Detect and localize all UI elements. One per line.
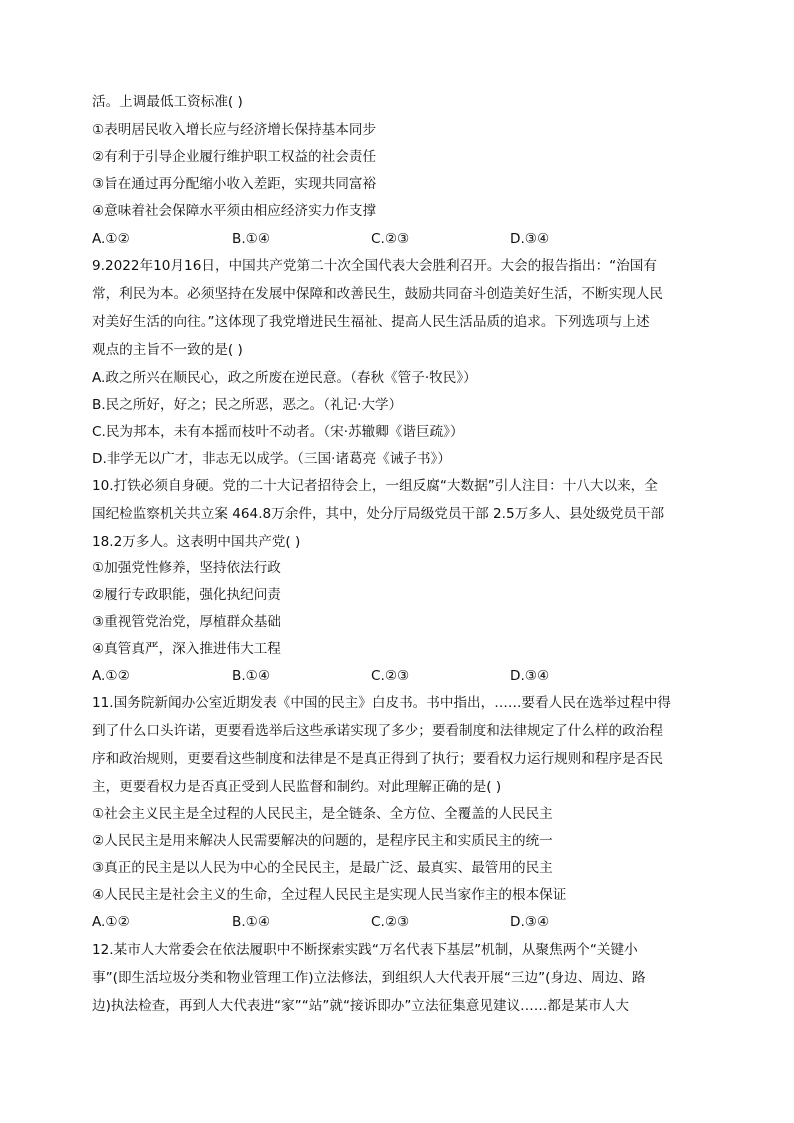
- q8-option-d: D.③④: [510, 231, 550, 247]
- q9-stem-line-1: 9.2022年10月16日，中国共产党第二十次全国代表大会胜利召开。大会的报告指出：“治国有: [92, 258, 657, 274]
- q10-option-a: A.①②: [92, 668, 130, 684]
- q8-item-4: ④意味着社会保障水平须由相应经济实力作支撑: [92, 203, 377, 219]
- q10-option-b: B.①④: [232, 668, 271, 684]
- q10-options: [92, 666, 712, 686]
- q10-stem-line-2: 国纪检监察机关共立案 464.8万余件，其中，处分厅局级党员干部 2.5万多人、县处级党员干部: [92, 506, 665, 522]
- q11-stem-line-3: 序和政治规则，更要看这些制度和法律是不是真正得到了执行；要看权力运行规则和程序是否民: [92, 751, 663, 767]
- q10-option-c: C.②③: [371, 668, 410, 684]
- q9-choice-c: C.民为邦本，未有本摇而枝叶不动者。（宋·苏辙卿《谐巨疏》）: [92, 424, 464, 440]
- q10-item-4: ④真管真严，深入推进伟大工程: [92, 641, 281, 657]
- q9-choice-b: B.民之所好，好之；民之所恶，恶之。（礼记·大学）: [92, 397, 403, 413]
- q11-item-4: ④人民民主是社会主义的生命，全过程人民民主是实现人民当家作主的根本保证: [92, 887, 567, 903]
- q11-option-d: D.③④: [510, 914, 550, 930]
- q12-stem-line-2: 事”(即生活垃圾分类和物业管理工作)立法修法，到组织人大代表开展“三边”(身边、周边、路: [92, 970, 646, 986]
- q11-stem-line-4: 主，更要看权力是否真正受到人民监督和制约。对此理解正确的是( ): [92, 779, 502, 795]
- q10-stem-line-1: 10.打铁必须自身硬。党的二十大记者招待会上，一组反腐“大数据”引人注目：十八大以来，全: [92, 478, 658, 494]
- q8-item-1: ①表明居民收入增长应与经济增长保持基本同步: [92, 122, 377, 138]
- q9-stem-line-2: 常，利民为本。必须坚持在发展中保障和改善民生，鼓励共同奋斗创造美好生活，不断实现人民: [92, 286, 663, 302]
- q8-stem-tail: 活。上调最低工资标准( ): [92, 94, 243, 110]
- q11-options: [92, 912, 712, 932]
- q11-option-c: C.②③: [371, 914, 410, 930]
- q10-item-3: ③重视管党治党，厚植群众基础: [92, 614, 281, 630]
- q9-choice-d: D.非学无以广才，非志无以成学。（三国·诸葛亮《诫子书》）: [92, 451, 451, 467]
- q11-item-1: ①社会主义民主是全过程的人民民主，是全链条、全方位、全覆盖的人民民主: [92, 806, 553, 822]
- q11-item-2: ②人民民主是用来解决人民需要解决的问题的，是程序民主和实质民主的统一: [92, 833, 553, 849]
- q8-item-2: ②有利于引导企业履行维护职工权益的社会责任: [92, 149, 377, 165]
- q11-option-b: B.①④: [232, 914, 271, 930]
- q10-option-d: D.③④: [510, 668, 550, 684]
- q11-stem-line-1: 11.国务院新闻办公室近期发表《中国的民主》白皮书。书中指出，……要看人民在选举过程中得: [92, 695, 671, 711]
- q9-stem-line-3: 对美好生活的向往。”这体现了我党增进民生福祉、提高人民生活品质的追求。下列选项与上述: [92, 314, 650, 330]
- q8-option-c: C.②③: [371, 231, 410, 247]
- q11-stem-line-2: 到了什么口头许诺，更要看选举后这些承诺实现了多少；要看制度和法律规定了什么样的政治程: [92, 723, 663, 739]
- q12-stem-line-3: 边)执法检查，再到人大代表进“家”“站”就“接诉即办”立法征集意见建议……都是某市人大: [92, 998, 629, 1014]
- q8-option-a: A.①②: [92, 231, 130, 247]
- q8-item-3: ③旨在通过再分配缩小收入差距，实现共同富裕: [92, 176, 377, 192]
- q9-choice-a: A.政之所兴在顺民心，政之所废在逆民意。（春秋《管子·牧民》）: [92, 370, 477, 386]
- q10-stem-line-3: 18.2万多人。这表明中国共产党( ): [92, 534, 301, 550]
- q9-stem-line-4: 观点的主旨不一致的是( ): [92, 342, 243, 358]
- q10-item-2: ②履行专政职能，强化执纪问责: [92, 587, 281, 603]
- q12-stem-line-1: 12.某市人大常委会在依法履职中不断探索实践“万名代表下基层”机制，从聚焦两个“关键小: [92, 942, 638, 958]
- q10-item-1: ①加强党性修养，坚持依法行政: [92, 560, 281, 576]
- q11-item-3: ③真正的民主是以人民为中心的全民民主，是最广泛、最真实、最管用的民主: [92, 860, 553, 876]
- q8-option-b: B.①④: [232, 231, 271, 247]
- q8-options: [92, 229, 712, 249]
- q11-option-a: A.①②: [92, 914, 130, 930]
